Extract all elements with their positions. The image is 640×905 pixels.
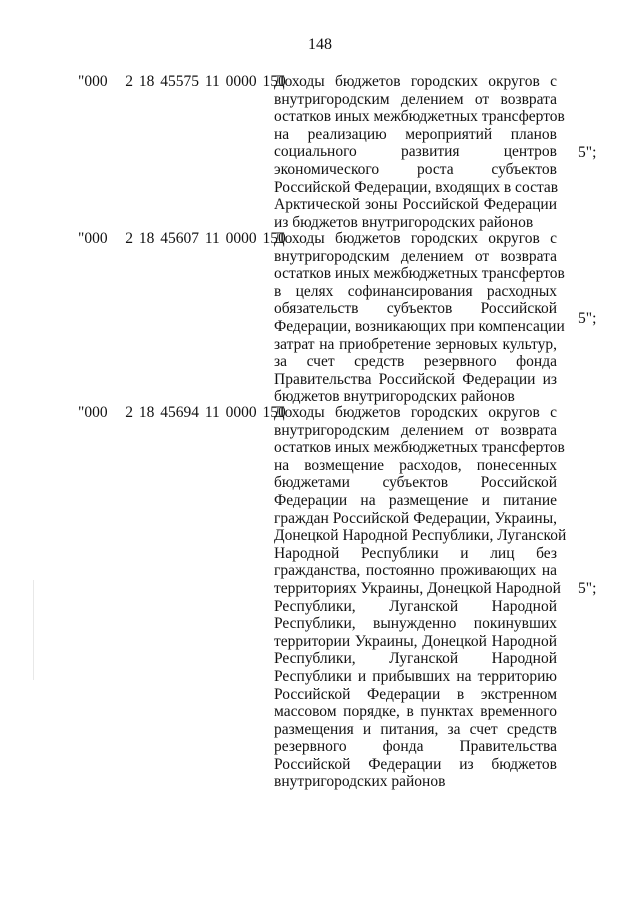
- revenue-description: [274, 73, 565, 231]
- description-line: массовом порядке, в пунктах временного: [274, 703, 557, 721]
- description-line: Российской Федерации из бюджетов: [274, 755, 557, 773]
- description-line: размещения и питания, за счет средств: [274, 720, 557, 738]
- description-line: обязательств субъектов Российской: [274, 300, 557, 318]
- description-line: внутригородских районов: [274, 773, 446, 791]
- description-line: экономического роста субъектов: [274, 160, 557, 178]
- description-line: Федерации, возникающих при компенсации: [274, 317, 565, 335]
- description-line: бюджетов внутригородских районов: [274, 388, 515, 406]
- amount-value: 5";: [578, 310, 597, 327]
- description-line: Доходы бюджетов городских округов с: [274, 230, 557, 247]
- budget-classification-code: "000 2 18 45694 11 0000 150: [78, 404, 286, 421]
- description-line: Республики и прибывших на территорию: [274, 667, 557, 685]
- description-line: Республики, вынужденно покинувших: [274, 615, 557, 633]
- description-line: Народной Республики и лиц без: [274, 544, 557, 562]
- description-line: Российской Федерации, входящих в состав: [274, 178, 559, 196]
- description-line: остатков иных межбюджетных трансфертов: [274, 265, 565, 283]
- description-line: Доходы бюджетов городских округов с: [274, 404, 557, 421]
- revenue-description: [274, 404, 567, 791]
- description-line: остатков иных межбюджетных трансфертов: [274, 108, 565, 126]
- description-line: внутригородским делением от возврата: [274, 247, 557, 265]
- amount-value: 5";: [578, 580, 597, 597]
- table-row: [0, 73, 640, 231]
- description-line: на реализацию мероприятий планов: [274, 125, 557, 143]
- description-line: внутригородским делением от возврата: [274, 421, 557, 439]
- description-line: затрат на приобретение зерновых культур,: [274, 335, 557, 353]
- table-row: [0, 230, 640, 406]
- description-line: Арктической зоны Российской Федерации: [274, 196, 557, 214]
- page-number: 148: [308, 36, 332, 53]
- description-line: на возмещение расходов, понесенных: [274, 456, 557, 474]
- table-row: [0, 404, 640, 791]
- description-line: граждан Российской Федерации, Украины,: [274, 509, 557, 527]
- description-line: Республики, Луганской Народной: [274, 597, 557, 615]
- description-line: Российской Федерации в экстренном: [274, 685, 557, 703]
- description-line: территории Украины, Донецкой Народной: [274, 632, 557, 650]
- description-line: из бюджетов внутригородских районов: [274, 213, 534, 231]
- description-line: внутригородским делением от возврата: [274, 90, 557, 108]
- description-line: резервного фонда Правительства: [274, 738, 557, 756]
- budget-classification-code: "000 2 18 45575 11 0000 150: [78, 73, 286, 90]
- description-line: гражданства, постоянно проживающих на: [274, 562, 557, 580]
- description-line: в целях софинансирования расходных: [274, 282, 557, 300]
- description-line: Доходы бюджетов городских округов с: [274, 73, 557, 90]
- description-line: бюджетами субъектов Российской: [274, 474, 557, 492]
- description-line: остатков иных межбюджетных трансфертов: [274, 439, 565, 457]
- description-line: Республики, Луганской Народной: [274, 650, 557, 668]
- description-line: Донецкой Народной Республики, Луганской: [274, 527, 567, 545]
- amount-value: 5";: [578, 144, 597, 161]
- budget-classification-code: "000 2 18 45607 11 0000 150: [78, 230, 286, 247]
- description-line: территориях Украины, Донецкой Народной: [274, 579, 561, 597]
- description-line: Правительства Российской Федерации из: [274, 370, 557, 388]
- revenue-description: [274, 230, 565, 406]
- description-line: за счет средств резервного фонда: [274, 353, 557, 371]
- description-line: социального развития центров: [274, 143, 557, 161]
- description-line: Федерации на размещение и питание: [274, 491, 557, 509]
